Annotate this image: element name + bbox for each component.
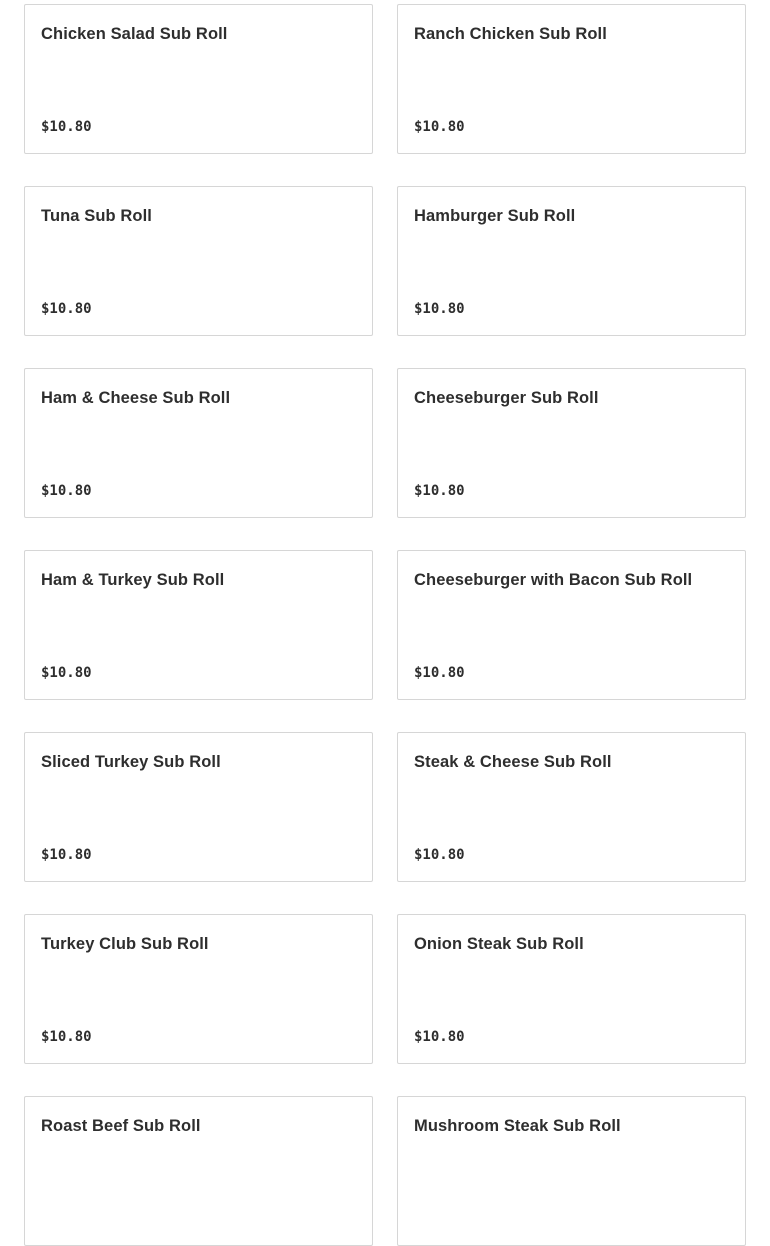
menu-item-price: $10.80 xyxy=(41,483,92,499)
menu-item-price: $10.80 xyxy=(414,119,465,135)
menu-item-price: $10.80 xyxy=(41,301,92,317)
menu-item-price: $10.80 xyxy=(41,119,92,135)
menu-item-name: Chicken Salad Sub Roll xyxy=(41,25,228,43)
menu-item-price: $10.80 xyxy=(414,665,465,681)
menu-item-card[interactable] xyxy=(24,732,373,882)
menu-item-name: Roast Beef Sub Roll xyxy=(41,1117,201,1135)
menu-item-name: Hamburger Sub Roll xyxy=(414,207,576,225)
menu-item-name: Turkey Club Sub Roll xyxy=(41,935,209,953)
menu-item-price: $10.80 xyxy=(41,665,92,681)
menu-item-card[interactable] xyxy=(397,368,746,518)
menu-item-card[interactable] xyxy=(397,914,746,1064)
menu-item-card[interactable] xyxy=(397,4,746,154)
menu-item-name: Onion Steak Sub Roll xyxy=(414,935,584,953)
menu-item-name: Steak & Cheese Sub Roll xyxy=(414,753,612,771)
menu-item-name: Ranch Chicken Sub Roll xyxy=(414,25,607,43)
menu-item-grid xyxy=(24,4,746,1246)
menu-item-price: $10.80 xyxy=(414,301,465,317)
menu-item-card[interactable] xyxy=(397,732,746,882)
menu-item-name: Tuna Sub Roll xyxy=(41,207,152,225)
menu-item-price: $10.80 xyxy=(414,847,465,863)
menu-item-name: Mushroom Steak Sub Roll xyxy=(414,1117,621,1135)
menu-item-price: $10.80 xyxy=(41,1029,92,1045)
menu-item-name: Cheeseburger Sub Roll xyxy=(414,389,599,407)
menu-item-card[interactable] xyxy=(24,550,373,700)
menu-item-name: Ham & Turkey Sub Roll xyxy=(41,571,225,589)
menu-item-card[interactable] xyxy=(24,1096,373,1246)
menu-item-name: Ham & Cheese Sub Roll xyxy=(41,389,231,407)
menu-item-price: $10.80 xyxy=(414,1029,465,1045)
menu-item-price: $10.80 xyxy=(41,847,92,863)
menu-item-card[interactable] xyxy=(397,550,746,700)
menu-item-card[interactable] xyxy=(397,1096,746,1246)
menu-item-card[interactable] xyxy=(24,4,373,154)
menu-item-card[interactable] xyxy=(397,186,746,336)
menu-item-name: Cheeseburger with Bacon Sub Roll xyxy=(414,571,693,589)
menu-item-price: $10.80 xyxy=(414,483,465,499)
menu-item-card[interactable] xyxy=(24,186,373,336)
menu-item-card[interactable] xyxy=(24,914,373,1064)
menu-item-card[interactable] xyxy=(24,368,373,518)
menu-item-name: Sliced Turkey Sub Roll xyxy=(41,753,221,771)
